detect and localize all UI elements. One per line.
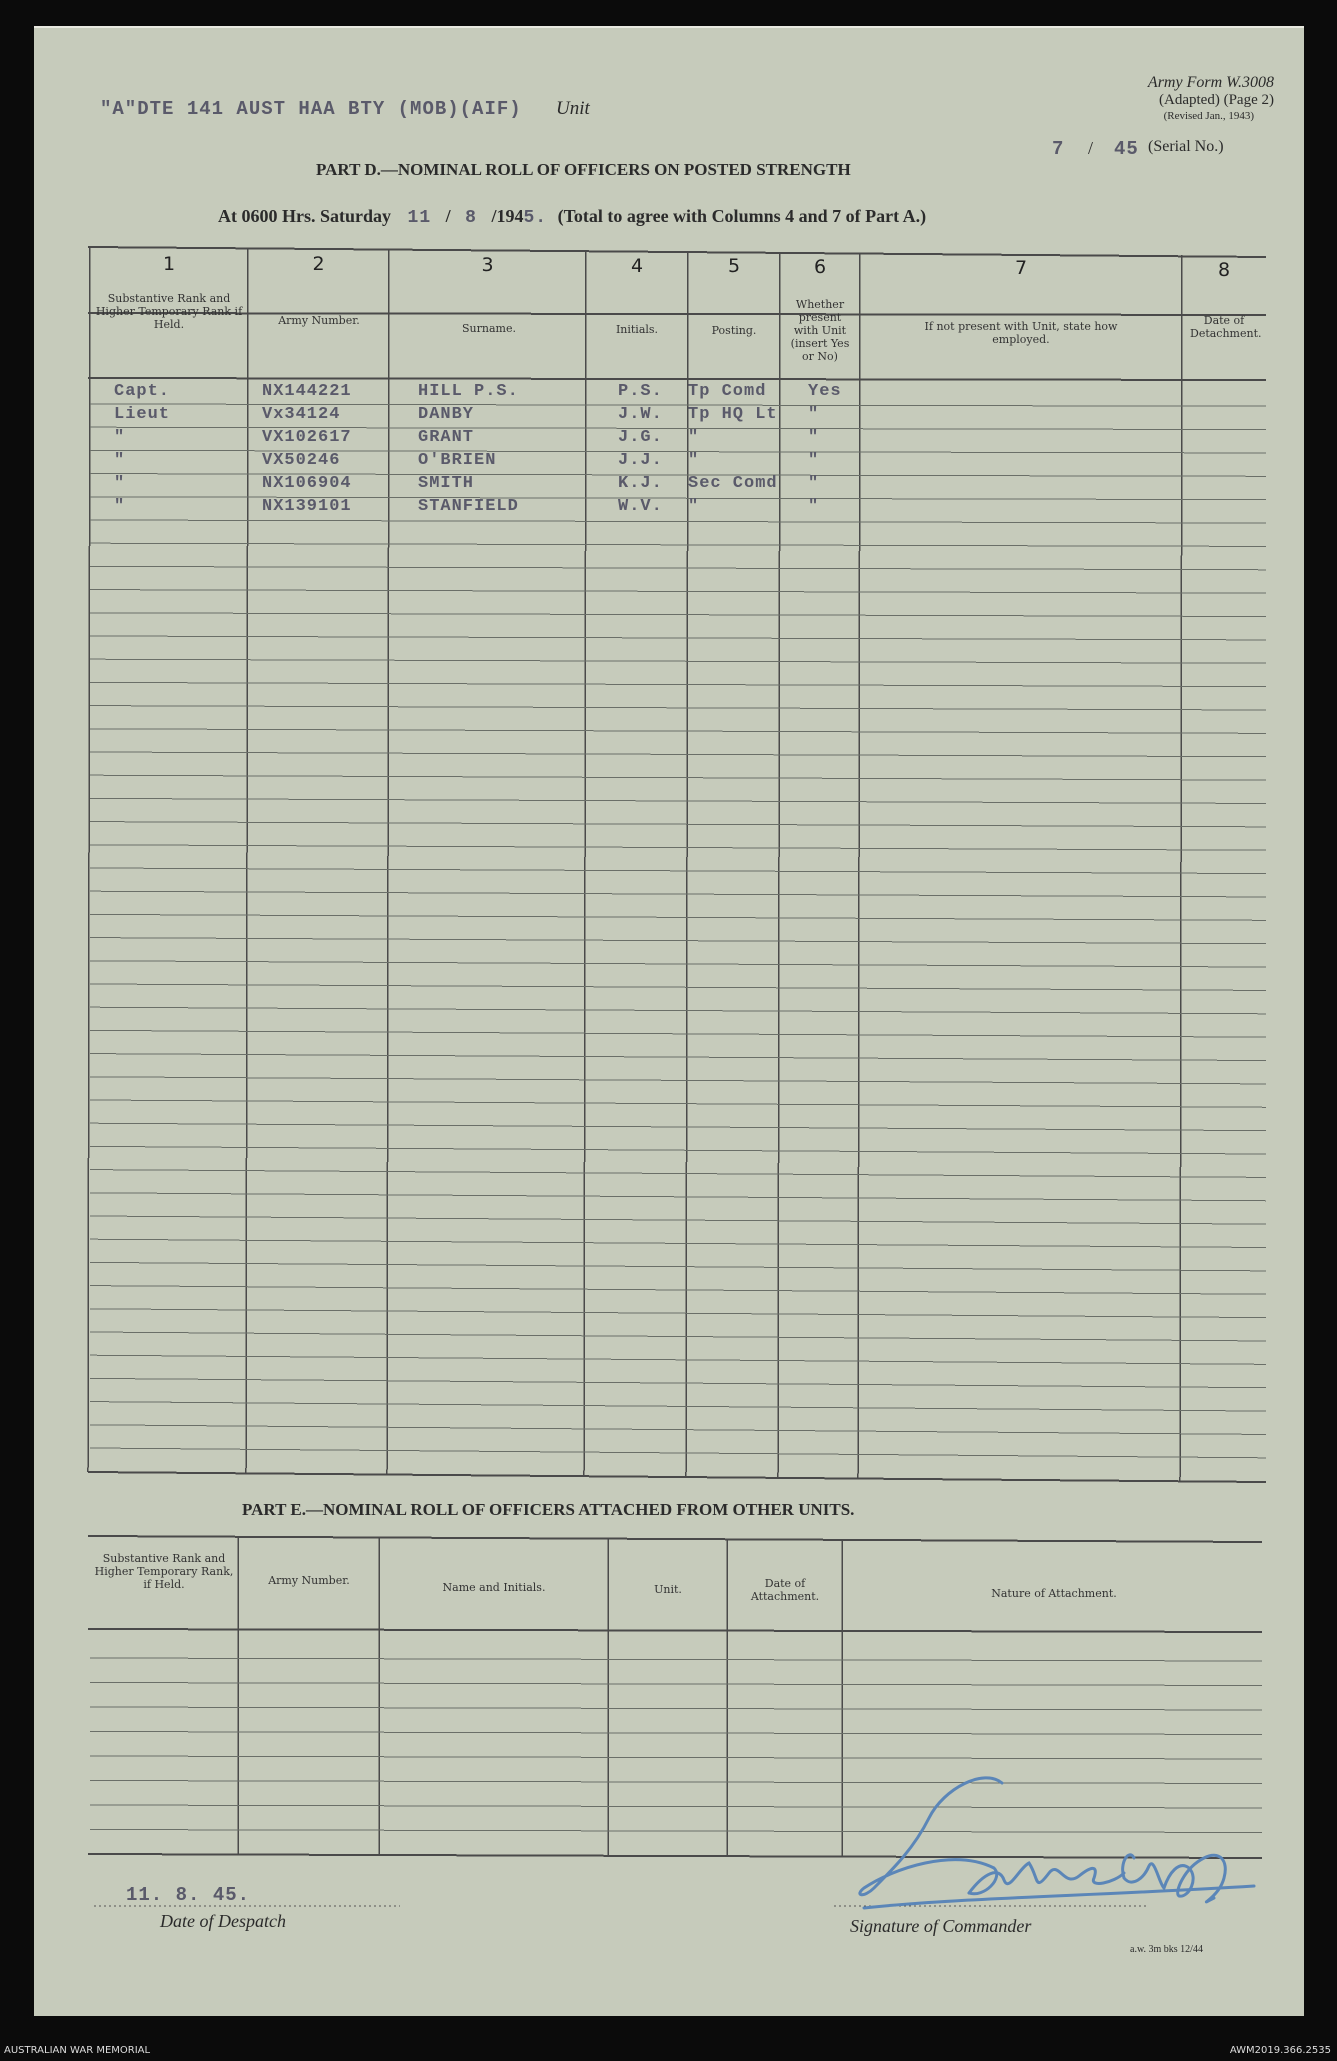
officer-surname: GRANT: [418, 428, 475, 447]
officer-initials: P.S.: [618, 382, 663, 401]
col-number-7: 7: [1014, 257, 1028, 279]
serial-separator: /: [1088, 138, 1094, 158]
despatch-date: 11. 8. 45.: [126, 1884, 251, 1906]
part-e-header-name: Name and Initials.: [442, 1581, 546, 1594]
header-present: Whether present with Unit (insert Yes or No): [790, 298, 850, 363]
unit-typed: "A"DTE 141 AUST HAA BTY (MOB)(AIF): [100, 98, 522, 120]
col-number-3: 3: [481, 254, 494, 276]
part-e-header-rank: Substantive Rank and Higher Temporary Rank, if Held.: [94, 1552, 234, 1591]
officer-rank: ": [114, 497, 126, 516]
part-e-header-army-number: Army Number.: [268, 1574, 350, 1587]
officer-present: ": [808, 474, 820, 493]
commander-signature: [834, 1748, 1274, 1948]
officer-posting: ": [688, 428, 700, 447]
officer-rank: ": [114, 451, 126, 470]
officer-number: Vx34124: [262, 405, 341, 424]
part-e-header-date-attachment: Date of Attachment.: [750, 1577, 820, 1603]
serial-a: 7: [1052, 138, 1065, 160]
date-month: 8: [465, 208, 477, 228]
part-e-title: PART E.—NOMINAL ROLL OF OFFICERS ATTACHED FROM OTHER UNITS.: [242, 1500, 855, 1519]
form-number: Army Form W.3008: [1147, 74, 1274, 91]
form-sheet: [34, 26, 1304, 2016]
print-code: a.w. 3m bks 12/44: [1130, 1944, 1203, 1955]
officer-initials: K.J.: [618, 474, 663, 493]
officer-number: NX139101: [262, 497, 352, 516]
officer-present: ": [808, 451, 820, 470]
officer-present: ": [808, 497, 820, 516]
unit-label: Unit: [556, 98, 590, 119]
at-suffix: (Total to agree with Columns 4 and 7 of Part A.): [557, 206, 927, 226]
archive-credit-right: AWM2019.366.2535: [1229, 2045, 1331, 2056]
at-prefix: At 0600 Hrs. Saturday: [218, 206, 392, 226]
officer-surname: DANBY: [418, 405, 475, 424]
serial-b: 45: [1114, 138, 1139, 160]
part-e-header-unit: Unit.: [654, 1583, 682, 1596]
officer-present: ": [808, 428, 820, 447]
serial-label: (Serial No.): [1148, 138, 1224, 155]
part-e-header-nature: Nature of Attachment.: [991, 1587, 1117, 1600]
header-not-present: If not present with Unit, state how employed.: [924, 320, 1118, 346]
header-army-number: Army Number.: [278, 314, 360, 327]
header-rank: Substantive Rank and Higher Temporary Rank if Held.: [95, 292, 243, 331]
header-initials: Initials.: [615, 323, 659, 336]
form-adapted: (Adapted) (Page 2): [1159, 92, 1274, 108]
col-number-8: 8: [1217, 259, 1231, 281]
officer-surname: O'BRIEN: [418, 451, 497, 470]
part-d-date-line: At 0600 Hrs. Saturday 11 / 8 /1945. (Total to agree with Columns 4 and 7 of Part A.): [218, 206, 927, 228]
officer-posting: Sec Comd: [688, 474, 778, 493]
date-year-prefix: /194: [491, 206, 524, 226]
col-number-4: 4: [630, 255, 644, 277]
officer-initials: J.G.: [618, 428, 663, 447]
officer-initials: J.J.: [618, 451, 663, 470]
col-number-5: 5: [727, 255, 741, 277]
officer-posting: Tp HQ Lt: [688, 405, 778, 424]
officer-surname: HILL P.S.: [418, 382, 519, 401]
officer-rank: ": [114, 428, 126, 447]
officer-number: NX144221: [262, 382, 352, 401]
col-number-2: 2: [312, 253, 325, 275]
officer-posting: Tp Comd: [688, 382, 767, 401]
despatch-label: Date of Despatch: [160, 1911, 286, 1931]
officer-posting: ": [688, 451, 700, 470]
date-year-suffix: 5.: [523, 208, 548, 228]
officer-number: VX50246: [262, 451, 341, 470]
officer-initials: J.W.: [618, 405, 663, 424]
officer-present: Yes: [808, 382, 842, 401]
signature-label: Signature of Commander: [850, 1916, 1032, 1936]
officer-number: NX106904: [262, 474, 352, 493]
archive-credit-left: AUSTRALIAN WAR MEMORIAL: [4, 2045, 151, 2056]
date-day: 11: [407, 208, 432, 228]
officer-number: VX102617: [262, 428, 352, 447]
col-number-6: 6: [813, 256, 827, 278]
officer-surname: SMITH: [418, 474, 475, 493]
header-posting: Posting.: [711, 324, 757, 337]
header-surname: Surname.: [462, 322, 516, 335]
form-revised: (Revised Jan., 1943): [1163, 110, 1254, 122]
officer-rank: ": [114, 474, 126, 493]
part-d-title: PART D.—NOMINAL ROLL OF OFFICERS ON POSTED STRENGTH: [316, 160, 851, 179]
header-date-detachment: Date of Detachment.: [1190, 314, 1262, 340]
officer-rank: Lieut: [114, 405, 171, 424]
officer-surname: STANFIELD: [418, 497, 519, 516]
officer-rank: Capt.: [114, 382, 171, 401]
officer-present: ": [808, 405, 820, 424]
officer-posting: ": [688, 497, 700, 516]
officer-initials: W.V.: [618, 497, 663, 516]
col-number-1: 1: [162, 253, 176, 275]
